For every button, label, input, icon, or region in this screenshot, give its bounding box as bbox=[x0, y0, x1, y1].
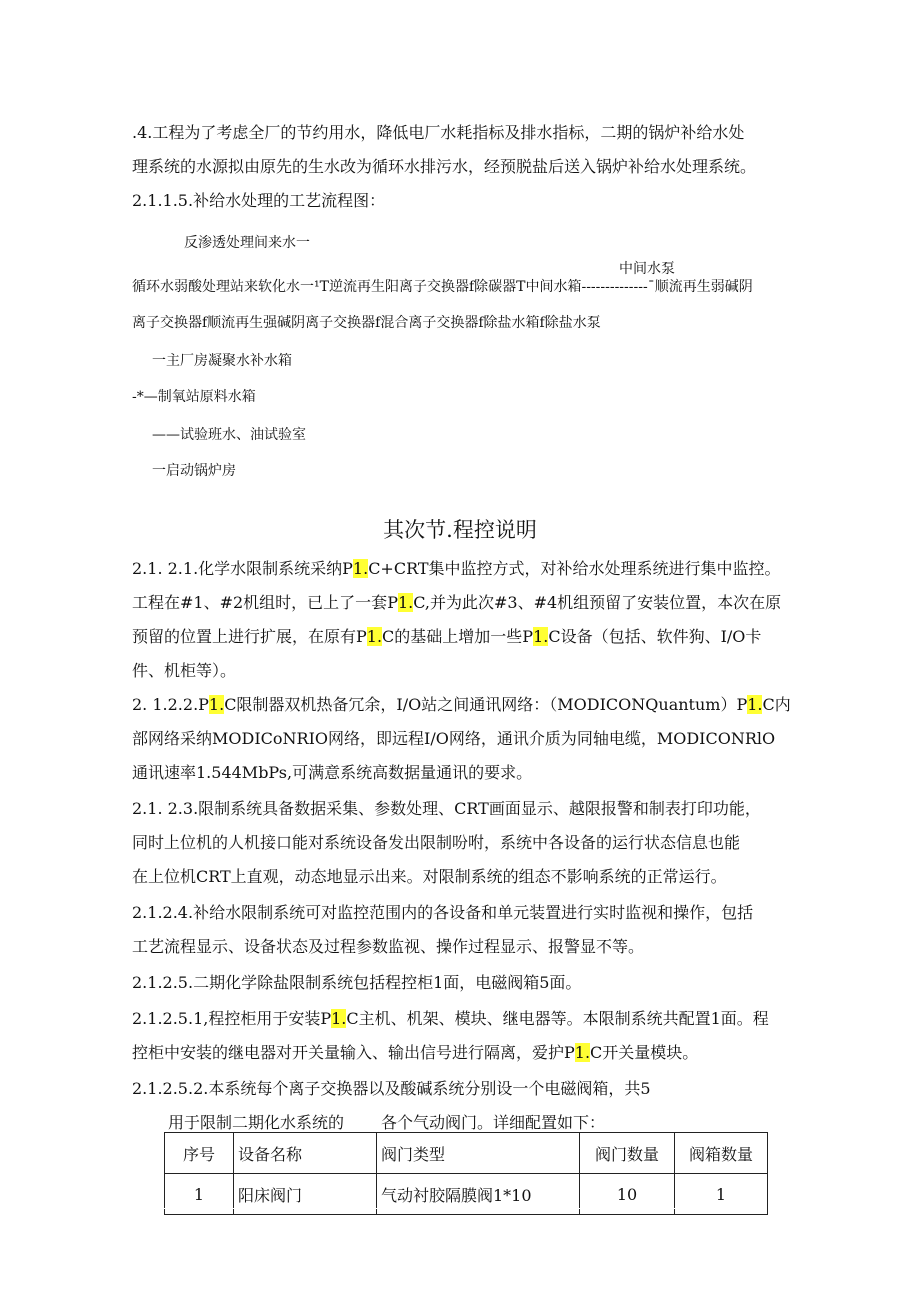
table-cell: 气动衬胶隔膜阀1*10 bbox=[377, 1174, 580, 1215]
text: P bbox=[342, 559, 353, 578]
text: P bbox=[356, 627, 367, 646]
table-caption-right: 各个气动阀门。详细配置如下： bbox=[381, 1113, 606, 1132]
p3-line-1: 2.1. 2.3.限制系统具备数据采集、参数处理、CRT画面显示、越限报警和制表打印功能， bbox=[132, 799, 761, 818]
highlight: 1. bbox=[747, 695, 763, 714]
text: C设备（包括、软件狗、I/O卡 bbox=[548, 627, 762, 646]
p5-line-1: 2.1.2.5.二期化学除盐限制系统包括程控柜1面，电磁阀箱5面。 bbox=[132, 973, 582, 992]
table-caption-left: 用于限制二期化水系统的 bbox=[168, 1113, 345, 1132]
text: 2.1. 2.1.化学水限制系统采纳 bbox=[132, 559, 343, 578]
section-title: 其次节.程控说明 bbox=[383, 518, 537, 542]
table-cut-edge bbox=[164, 1208, 756, 1209]
table-header-cell: 阀门数量 bbox=[580, 1133, 675, 1174]
highlight: 1. bbox=[366, 627, 383, 646]
text: C开关量模块。 bbox=[590, 1043, 699, 1062]
text: C的基础上增加一些 bbox=[382, 627, 523, 646]
text: P bbox=[198, 695, 209, 714]
p1-line-3 bbox=[132, 626, 761, 648]
highlight: 1. bbox=[533, 627, 549, 646]
table-cell: 阳床阀门 bbox=[234, 1174, 377, 1215]
p3-line-2: 同时上位机的人机接口能对系统设备发出限制吩咐，系统中各设备的运行状态信息也能 bbox=[132, 833, 741, 852]
flow-branch-2: -*—制氧站原料水箱 bbox=[132, 389, 256, 405]
highlight: 1. bbox=[331, 1009, 347, 1028]
p3-line-3: 在上位机CRT上直观，动态地显示出来。对限制系统的组态不影响系统的正常运行。 bbox=[132, 867, 727, 886]
flow-line-2: 循环水弱酸处理站来软化水一¹T逆流再生阳离子交换器f除碳器T中间水箱--------------ˉ顺流再生弱碱阴 bbox=[132, 279, 753, 295]
table-cell: 10 bbox=[580, 1174, 675, 1215]
flow-line-1: 反渗透处理间来水一 bbox=[184, 235, 310, 251]
p7-line-1: 2.1.2.5.2.本系统每个离子交换器以及酸碱系统分别设一个电磁阀箱，共5 bbox=[132, 1079, 651, 1098]
valve-config-table bbox=[164, 1132, 768, 1215]
text: 2. 1.2.2. bbox=[132, 695, 199, 714]
text: 控柜中安装的继电器对开关量输入、输出信号进行隔离，爱护 bbox=[132, 1043, 565, 1062]
highlight: 1. bbox=[208, 695, 225, 714]
flow-branch-3: ——试验班水、油试验室 bbox=[152, 427, 306, 443]
text: C限制器双机热备冗余，I/O站之间通讯网络：（MODICONQuantum） bbox=[224, 695, 737, 714]
table-cell: 1 bbox=[165, 1174, 234, 1215]
p2-line-1 bbox=[132, 694, 791, 716]
p6-line-1 bbox=[132, 1008, 769, 1030]
text: 预留的位置上进行扩展，在原有 bbox=[132, 627, 357, 646]
text: C+CRT集中监控方式，对补给水处理系统进行集中监控。 bbox=[368, 559, 781, 578]
text: P bbox=[387, 593, 398, 612]
p1-line-2 bbox=[132, 592, 781, 614]
text: C,并为此次#3、#4机组预留了安装位置，本次在原 bbox=[413, 593, 782, 612]
text: 工程在#1、#2机组时，已上了一套 bbox=[132, 593, 388, 612]
table-header-cell: 阀门类型 bbox=[377, 1133, 580, 1174]
text: P bbox=[320, 1009, 332, 1028]
p4-line-2: 工艺流程显示、设备状态及过程参数监视、操作过程显示、报警显不等。 bbox=[132, 937, 645, 956]
text: 2.1.2.5.1,程控柜用于安装 bbox=[132, 1009, 321, 1028]
text: C主机、机架、模块、继电器等。本限制系统共配置1面。程 bbox=[346, 1009, 769, 1028]
p2-line-3: 通讯速率1.544MbPs,可满意系统高数据量通讯的要求。 bbox=[132, 763, 533, 782]
table-header-cell: 序号 bbox=[165, 1133, 234, 1174]
p2-line-2: 部网络采纳MODICoNRIO网络，即远程I/O网络，通讯介质为同轴电缆，MODICONRlO bbox=[132, 729, 776, 748]
table-cell: 1 bbox=[675, 1174, 768, 1215]
text: P bbox=[522, 627, 534, 646]
highlight: 1. bbox=[574, 1043, 591, 1062]
flow-pump-label: 中间水泵 bbox=[619, 261, 675, 277]
text: C内 bbox=[762, 695, 791, 714]
p1-line-4: 件、机柜等）。 bbox=[132, 661, 237, 680]
highlight: 1. bbox=[397, 593, 414, 612]
text: P bbox=[564, 1043, 575, 1062]
flow-branch-4: 一启动锅炉房 bbox=[152, 463, 236, 479]
flow-branch-1: 一主厂房凝聚水补水箱 bbox=[152, 353, 292, 369]
p4-line-1: 2.1.2.4.补给水限制系统可对监控范围内的各设备和单元装置进行实时监视和操作，包括 bbox=[132, 903, 754, 922]
intro-line-3: 2.1.1.5.补给水处理的工艺流程图： bbox=[132, 191, 386, 210]
intro-line-2: 理系统的水源拟由原先的生水改为循环水排污水，经预脱盐后送入锅炉补给水处理系统。 bbox=[132, 157, 757, 176]
text: P bbox=[736, 695, 748, 714]
flow-line-3: 离子交换器f顺流再生强碱阴离子交换器f混合离子交换器f除盐水箱f除盐水泵 bbox=[132, 315, 601, 331]
table-header-row bbox=[165, 1133, 768, 1174]
p6-line-2 bbox=[132, 1042, 698, 1064]
table-header-cell: 阀箱数量 bbox=[675, 1133, 768, 1174]
highlight: 1. bbox=[352, 559, 369, 578]
table-header-cell: 设备名称 bbox=[234, 1133, 377, 1174]
intro-line-1: .4.工程为了考虑全厂的节约用水，降低电厂水耗指标及排水指标，二期的锅炉补给水处 bbox=[132, 123, 745, 142]
p1-line-1 bbox=[132, 558, 781, 580]
